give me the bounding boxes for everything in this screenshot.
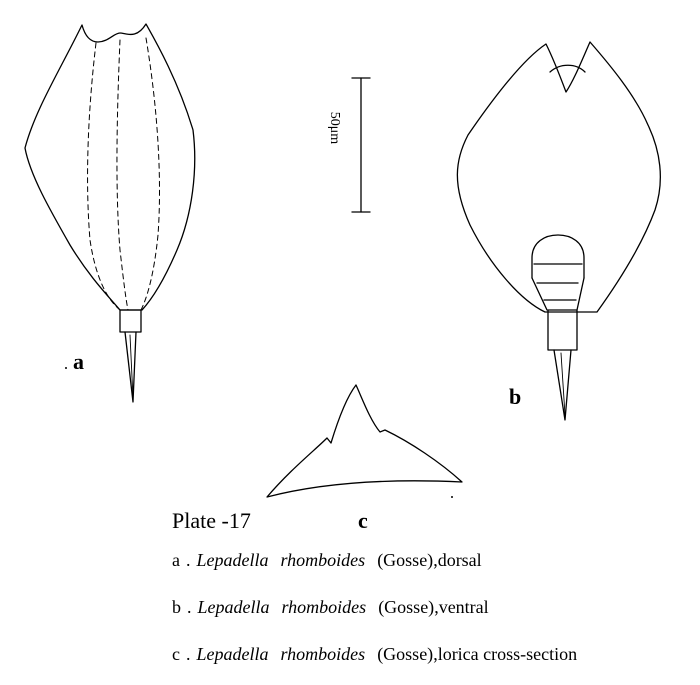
caption-a-desc: ,dorsal [433,550,482,570]
caption-c-genus: Lepadella [196,644,269,664]
scale-bar [352,78,370,212]
caption-c-desc: ,lorica cross-section [433,644,578,664]
caption-b-genus: Lepadella [197,597,270,617]
dashed-ridge-right [141,38,160,310]
stray-dots [65,367,453,498]
caption-b-species: rhomboides [281,597,367,617]
caption-c-letter: c [172,644,180,664]
dashed-ridge-middle [117,40,128,310]
caption-a-genus: Lepadella [196,550,269,570]
figure-a-dorsal-drawing [25,24,195,402]
foot-segment-dorsal [120,310,141,332]
foot-lower-segment-ventral [548,310,577,350]
caption-b-desc: ,ventral [434,597,489,617]
caption-b-letter: b [172,597,181,617]
caption-b [172,598,489,616]
scale-bar-label: 50μm [327,111,343,145]
caption-a-author: (Gosse) [377,550,434,570]
plate-title: Plate -17 [172,508,251,533]
figure-b-ventral-drawing [457,42,660,420]
caption-a-species: rhomboides [280,550,366,570]
caption-a-letter: a [172,550,180,570]
caption-b-sep: . [187,597,192,617]
caption-c-author: (Gosse) [377,644,434,664]
figure-a-label: a [73,349,84,374]
caption-a-sep: . [186,550,191,570]
caption-a [172,551,482,569]
cross-section-outline [267,385,462,497]
caption-c-species: rhomboides [280,644,366,664]
foot-base-ventral [532,235,584,278]
caption-c-sep: . [186,644,191,664]
figure-c-label: c [358,508,368,533]
caption-b-author: (Gosse) [378,597,435,617]
figure-c-cross-section-drawing [267,385,462,497]
toe-ventral [554,350,571,420]
lorica-outline-dorsal [25,24,195,310]
caption-c [172,645,577,663]
figure-b-label: b [509,384,522,409]
dashed-ridge-left [88,43,120,310]
lorica-outline-ventral [457,42,660,312]
